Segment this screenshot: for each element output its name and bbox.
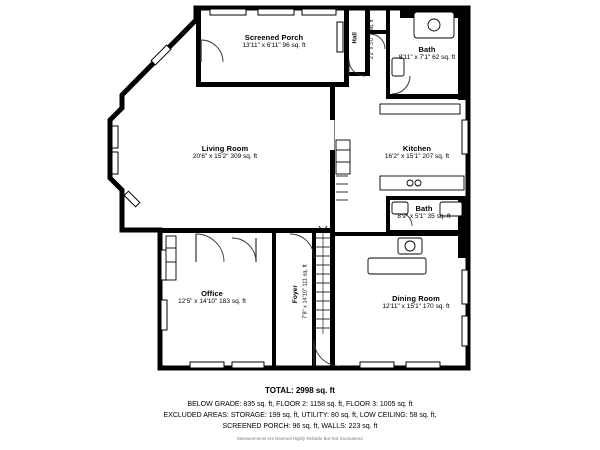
room-label-bath-upper	[380, 45, 474, 63]
room-label-screened-porch	[204, 33, 344, 51]
room-label-hall-dims	[369, 7, 376, 71]
room-dims: 12'5" x 14'10" 183 sq. ft	[178, 298, 246, 306]
footer-line-2: EXCLUDED AREAS: STORAGE: 199 sq. ft, UTILITY: 80 sq. ft, LOW CEILING: 58 sq. ft,	[163, 412, 437, 419]
room-dims: 20'6" x 15'2" 309 sq. ft	[192, 153, 258, 161]
room-dims: 7'8" x 14'10" 111 sq. ft	[302, 264, 309, 319]
room-name: Hall	[352, 32, 359, 44]
room-dims: 2'2" x 3'0" 7 sq. ft	[368, 19, 375, 60]
room-label-foyer	[292, 259, 300, 329]
room-label-hall	[352, 20, 360, 56]
room-label-foyer-dims	[303, 253, 310, 329]
room-dims: 8'9" x 5'1" 35 sq. ft	[397, 213, 451, 221]
room-name: Screened Porch	[244, 33, 304, 42]
room-label-bath-lower	[378, 204, 470, 222]
footer-disclaimer: Measurements Are Deemed Highly Reliable But Not Guaranteed	[237, 436, 363, 441]
room-label-living-room	[160, 144, 290, 162]
room-dims: 13'11" x 6'11" 96 sq. ft	[242, 42, 306, 50]
room-dims: 12'11" x 15'1" 170 sq. ft	[382, 303, 450, 311]
room-name: Dining Room	[392, 294, 440, 303]
room-name: Bath	[415, 204, 433, 213]
room-name: Bath	[418, 45, 436, 54]
room-label-kitchen	[357, 144, 477, 162]
room-name: Kitchen	[402, 144, 432, 153]
room-name: Living Room	[201, 144, 249, 153]
room-name: Foyer	[291, 284, 299, 304]
room-label-dining-room	[356, 294, 476, 312]
footer-line-1: BELOW GRADE: 835 sq. ft, FLOOR 2: 1158 sq. ft, FLOOR 3: 1005 sq. ft	[187, 401, 413, 408]
footer-line-3: SCREENED PORCH: 96 sq. ft, WALLS: 223 sq. ft	[222, 423, 378, 430]
room-label-office	[152, 289, 272, 307]
footer-total: TOTAL: 2998 sq. ft	[265, 386, 335, 395]
room-name: Office	[201, 289, 223, 298]
room-dims: 16'2" x 15'1" 207 sq. ft	[384, 153, 450, 161]
room-dims: 8'11" x 7'1" 62 sq. ft	[398, 54, 456, 62]
